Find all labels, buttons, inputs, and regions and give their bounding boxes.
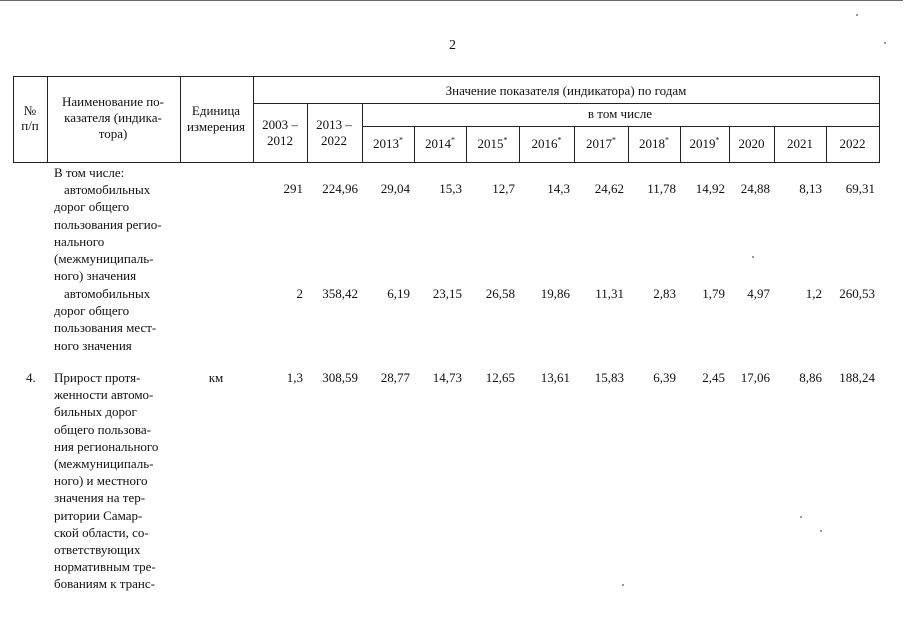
row-name-line: автомобильных xyxy=(64,182,151,198)
row-name-line: В том числе: xyxy=(54,165,125,180)
row-name-line: значения на тер- xyxy=(54,490,146,506)
scan-speck xyxy=(856,14,858,16)
row-value: 224,96 xyxy=(322,181,358,196)
row-name-line: ного значения xyxy=(54,337,132,353)
year-label: 2019 xyxy=(689,136,716,151)
scan-speck xyxy=(820,530,822,532)
row-name-line: общего пользова- xyxy=(54,421,151,437)
row-value: 2 xyxy=(296,286,303,301)
header-number-label: № xyxy=(23,103,37,118)
row-name-line: нормативным тре- xyxy=(54,559,156,575)
year-label: 2016 xyxy=(531,136,558,151)
year-label: 2013 xyxy=(373,136,399,151)
row-value: 1,2 xyxy=(805,286,822,301)
row-value: 11,31 xyxy=(595,286,624,301)
row-value: 26,58 xyxy=(485,286,515,301)
row-value: 28,77 xyxy=(380,370,410,385)
row-name-line: (межмуниципаль- xyxy=(54,456,154,471)
row-name-line: Прирост протя- xyxy=(54,370,141,385)
header-year-2019 xyxy=(679,136,731,152)
footnote-star: * xyxy=(503,135,508,145)
footnote-star: * xyxy=(612,135,616,145)
row-name-line: бованиям к транс- xyxy=(54,576,155,592)
row-value: 8,86 xyxy=(799,370,822,385)
footnote-star: * xyxy=(451,135,455,145)
year-label: 2015 xyxy=(477,136,504,151)
row-value: 24,88 xyxy=(740,181,770,196)
year-label: 2022 xyxy=(839,136,866,151)
row-name-line: пользования регио- xyxy=(54,216,162,232)
row-value: 4,97 xyxy=(747,286,770,301)
row-name-line: ритории Самар- xyxy=(54,507,143,523)
row-number: 4. xyxy=(26,370,36,385)
row-value: 14,92 xyxy=(695,181,725,196)
year-label: 2017 xyxy=(586,136,612,151)
row-name-line: ного) значения xyxy=(54,268,137,284)
header-year-2017 xyxy=(575,136,627,152)
row-value: 13,61 xyxy=(540,370,570,385)
row-value: 11,78 xyxy=(647,181,676,196)
header-year-2018 xyxy=(628,136,680,152)
header-column-divider xyxy=(362,103,363,163)
header-top-border xyxy=(13,76,880,77)
header-year-2015 xyxy=(467,136,519,152)
scan-speck xyxy=(800,516,802,518)
row-value: 308,59 xyxy=(322,370,358,385)
year-label: 2014 xyxy=(425,136,451,151)
row-unit: км xyxy=(208,370,224,385)
row-value: 19,86 xyxy=(540,286,570,301)
header-right-border xyxy=(879,76,880,163)
footnote-star: * xyxy=(665,135,669,145)
footnote-star: * xyxy=(557,135,562,145)
header-unit-label: Единица xyxy=(191,103,241,118)
row-value: 15,3 xyxy=(439,181,462,196)
header-values-divider xyxy=(253,103,880,104)
row-value: 6,39 xyxy=(653,370,676,385)
row-value: 2,45 xyxy=(702,370,725,385)
top-page-rule xyxy=(0,0,903,1)
row-name-line: бильных дорог xyxy=(54,404,137,420)
row-value: 188,24 xyxy=(839,370,875,385)
header-year-2021 xyxy=(774,136,826,152)
row-value: 358,42 xyxy=(322,286,358,301)
row-value: 260,53 xyxy=(839,286,875,301)
row-value: 14,3 xyxy=(547,181,570,196)
row-name-line: ответствующих xyxy=(54,542,141,557)
year-label: 2018 xyxy=(639,136,665,151)
scan-speck xyxy=(884,42,886,44)
header-year-2016 xyxy=(521,136,573,152)
row-value: 24,62 xyxy=(594,181,624,196)
header-including-label: в том числе xyxy=(587,106,653,121)
header-range-label: 2013 – xyxy=(316,117,352,132)
footnote-star: * xyxy=(715,135,720,145)
row-name-line: дорог общего xyxy=(54,303,130,319)
header-year-2020 xyxy=(726,136,778,152)
header-year-2022 xyxy=(827,136,879,152)
header-range-label: 2003 – xyxy=(262,117,298,132)
row-name-line: автомобильных xyxy=(64,286,151,301)
year-label: 2020 xyxy=(738,136,765,151)
row-name-line: (межмуниципаль- xyxy=(54,251,154,266)
row-name-line: ской области, со- xyxy=(54,524,149,540)
header-including-divider xyxy=(362,126,880,127)
scan-speck xyxy=(752,256,754,258)
row-value: 8,13 xyxy=(799,181,822,196)
header-name-label: Наименование по- xyxy=(61,94,165,109)
scan-speck xyxy=(622,584,624,586)
row-value: 23,15 xyxy=(432,286,462,301)
header-number-label: п/п xyxy=(21,118,39,133)
row-value: 291 xyxy=(283,181,303,196)
header-range-label: 2022 xyxy=(321,133,347,148)
header-name-label: тора) xyxy=(98,126,128,141)
row-name-line: женности автомо- xyxy=(54,387,154,403)
year-label: 2021 xyxy=(787,136,813,151)
header-values-title: Значение показателя (индикатора) по годам xyxy=(445,83,687,98)
row-value: 1,3 xyxy=(286,370,303,385)
row-value: 12,7 xyxy=(492,181,515,196)
row-value: 6,19 xyxy=(387,286,410,301)
row-value: 29,04 xyxy=(380,181,410,196)
row-value: 12,65 xyxy=(485,370,515,385)
header-name-label: казателя (индика- xyxy=(64,110,162,125)
row-value: 17,06 xyxy=(740,370,770,385)
row-value: 15,83 xyxy=(594,370,624,385)
header-column-divider xyxy=(13,76,14,163)
row-name-line: дорог общего xyxy=(54,199,130,215)
header-bottom-border xyxy=(13,162,880,163)
footnote-star: * xyxy=(399,135,403,145)
header-range-label: 2012 xyxy=(267,133,293,148)
header-unit-label: измерения xyxy=(186,119,246,134)
header-year-2013 xyxy=(362,136,414,152)
row-value: 1,79 xyxy=(702,286,725,301)
header-year-2014 xyxy=(414,136,466,152)
row-value: 69,31 xyxy=(845,181,875,196)
row-name-line: ния регионального xyxy=(54,438,159,454)
row-name-line: ного) и местного xyxy=(54,473,148,489)
row-value: 14,73 xyxy=(432,370,462,385)
row-name-line: пользования мест- xyxy=(54,320,157,336)
page-number: 2 xyxy=(449,38,456,53)
row-value: 2,83 xyxy=(653,286,676,301)
row-name-line: нального xyxy=(54,233,105,249)
